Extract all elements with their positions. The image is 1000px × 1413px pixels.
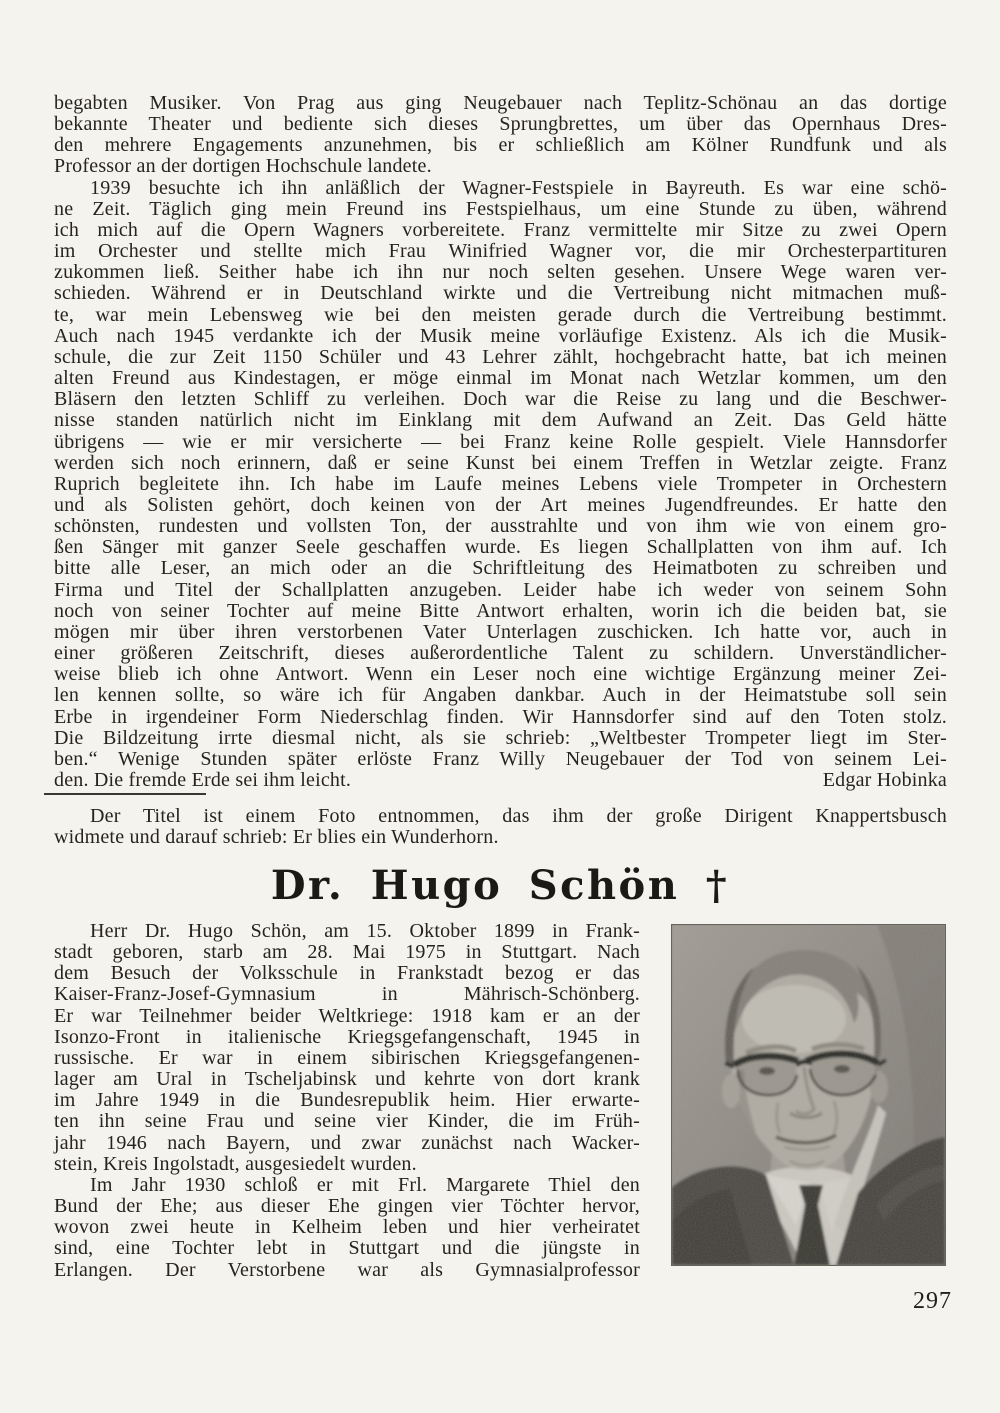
text-line: Bläsern den letzten Schliff zu verleihen. Doch war die Reise zu lang und die Beschwer- (54, 388, 947, 411)
text-line: im Jahre 1949 in die Bundesrepublik heim. Hier erwarte- (54, 1089, 640, 1112)
obituary-neugebauer-text (54, 93, 947, 770)
text-line: wovon zwei heute in Kelheim leben und hier verheiratet (54, 1216, 640, 1239)
text-line: Firma und Titel der Schallplatten anzugeben. Leider habe ich weder von seinem Sohn (54, 578, 947, 601)
text-line: noch von seiner Tochter auf meine Bitte Antwort erhalten, worin ich die beiden bat, sie (54, 599, 947, 622)
footnote-divider-rule (44, 793, 206, 795)
paragraph (54, 1175, 640, 1281)
text-line: bitte alle Leser, an mich oder an die Schriftleitung des Heimatboten zu schreiben und (54, 557, 947, 580)
text-line: den mehrere Engagements anzunehmen, bis er schließlich am Kölner Rundfunk und als (54, 134, 947, 157)
text-line: Bund der Ehe; aus dieser Ehe gingen vier Töchter hervor, (54, 1195, 640, 1218)
text-line: Ruprich begleitete ihn. Ich habe im Laufe meines Lebens viele Trompeter in Orchestern (54, 472, 947, 495)
paragraph (54, 93, 947, 178)
portrait-photo-svg (672, 925, 945, 1265)
text-line: begabten Musiker. Von Prag aus ging Neugebauer nach Teplitz-Schönau an das dortige (54, 92, 947, 114)
text-line: nisse standen natürlich nicht im Einklang mit dem Aufwand an Zeit. Das Geld hätte (54, 409, 947, 432)
text-line: russische. Er war in einem sibirischen Kriegsgefangenen- (54, 1046, 640, 1069)
text-line: werden sich noch erinnern, daß er seine Kunst bei einem Treffen in Wetzlar zeigte. Franz (54, 451, 947, 474)
text-line: ßen Sänger mit ganzer Seele geschaffen wurde. Es liegen Schallplatten von ihm auf. Ich (54, 536, 947, 559)
text-line: ich mich auf die Opern Wagners vorbereitete. Franz vermittelte mir Sitze zu zwei Opern (54, 218, 947, 241)
text-line: Er war Teilnehmer beider Weltkriege: 1918 kam er an der (54, 1004, 640, 1027)
text-line: ne Zeit. Täglich ging mein Freund ins Festspielhaus, um eine Stunde zu üben, während (54, 197, 947, 220)
text-line: Auch nach 1945 verdankte ich der Musik meine vorläufige Existenz. Als ich die Musik- (54, 324, 947, 347)
text-line: stadt geboren, starb am 28. Mai 1975 in Stuttgart. Nach (54, 941, 640, 964)
text-line: alten Freund aus Kindestagen, er möge einmal im Monat nach Wetzlar kommen, um den (54, 367, 947, 390)
footnote-text (54, 806, 947, 848)
text-line: zukommen ließ. Seither habe ich ihn nur noch selten gesehen. Unsere Wege waren ver- (54, 261, 947, 284)
closing-and-signature-line (54, 770, 947, 791)
photo-grain-overlay (672, 925, 945, 1265)
text-line: und als Solisten gehört, doch keinen von der Art meines Jugendfreundes. Er hatte den (54, 493, 947, 516)
text-line: Erbe in irgendeiner Form Niederschlag finden. Wir Hannsdorfer sind auf den Toten stolz. (54, 705, 947, 728)
author-signature: Edgar Hobinka (822, 769, 947, 791)
text-line: Erlangen. Der Verstorbene war als Gymnasialprofessor (54, 1258, 640, 1281)
text-line: einer größeren Zeitschrift, dieses außerordentliche Talent zu schildern. Unverständlicher- (54, 642, 947, 665)
text-line: Die Bildzeitung irrte diesmal nicht, als sie schrieb: „Weltbester Trompeter liegt im Ster- (54, 726, 947, 749)
text-line: Isonzo-Front in italienische Kriegsgefangenschaft, 1945 in (54, 1025, 640, 1048)
text-line: schönsten, rundesten und vollsten Ton, der ausstrahlte und von ihm wie von einem gro- (54, 515, 947, 538)
text-line: Kaiser-Franz-Josef-Gymnasium in Mährisch-Schönberg. (54, 983, 640, 1006)
text-line: 1939 besuchte ich ihn anläßlich der Wagner-Festspiele in Bayreuth. Es war eine schö- (90, 176, 947, 199)
text-line: ben.“ Wenige Stunden später erlöste Franz Willy Neugebauer der Tod von seinem Lei- (54, 747, 947, 770)
closing-text: den. Die fremde Erde sei ihm leicht. (54, 769, 352, 791)
text-line: Der Titel ist einem Foto entnommen, das ihm der große Dirigent Knappertsbusch (90, 805, 947, 827)
text-line: weise blieb ich ohne Antwort. Wenn ein Leser noch eine wichtige Ergänzung meiner Zei- (54, 663, 947, 686)
text-line: stein, Kreis Ingolstadt, ausgesiedelt wurden. (54, 1152, 417, 1175)
paragraph (54, 806, 947, 848)
obituary-heading: Dr. Hugo Schön † (270, 862, 730, 909)
text-line: schieden. Während er in Deutschland wirkte und die Vertreibung nicht mitmachen muß- (54, 282, 947, 305)
text-line: schule, die zur Zeit 1150 Schüler und 43 Lehrer zählt, hochgebracht hatte, bat ich meinen (54, 345, 947, 368)
paragraph (54, 178, 947, 770)
text-line: Professor an der dortigen Hochschule landete. (54, 155, 432, 178)
page-number: 297 (913, 1288, 952, 1314)
text-line: widmete und darauf schrieb: Er blies ein Wunderhorn. (54, 826, 499, 849)
text-line: jahr 1946 nach Bayern, und zwar zunächst nach Wacker- (54, 1131, 640, 1154)
text-line: lager am Ural in Tscheljabinsk und kehrte von dort krank (54, 1068, 640, 1091)
text-line: te, war mein Lebensweg wie bei den meisten gerade durch die Vertreibung bestimmt. (54, 303, 947, 326)
text-line: mögen mir über ihren verstorbenen Vater Unterlagen zuschicken. Ich hatte vor, auch in (54, 620, 947, 643)
text-line: dem Besuch der Volksschule in Frankstadt bezog er das (54, 962, 640, 985)
text-line: bekannte Theater und bediente sich dieses Sprungbrettes, um über das Opernhaus Dres- (54, 113, 947, 136)
obituary-schoen-left-column (54, 921, 640, 1281)
portrait-photo (671, 924, 946, 1266)
text-line: ten ihn seine Frau und seine vier Kinder, die im Früh- (54, 1110, 640, 1133)
paragraph (54, 921, 640, 1175)
text-line: Im Jahr 1930 schloß er mit Frl. Margarete Thiel den (90, 1173, 640, 1196)
text-line: im Orchester und stellte mich Frau Winifried Wagner vor, die mir Orchesterpartituren (54, 240, 947, 263)
text-line: len kennen sollte, so wäre ich für Angaben dankbar. Auch in der Heimatstube soll sein (54, 684, 947, 707)
text-line: Herr Dr. Hugo Schön, am 15. Oktober 1899 in Frank- (90, 920, 640, 942)
text-line: übrigens — wie er mir versicherte — bei Franz keine Rolle gespielt. Viele Hannsdorfer (54, 430, 947, 453)
text-line: sind, eine Tochter lebt in Stuttgart und die jüngste in (54, 1237, 640, 1260)
